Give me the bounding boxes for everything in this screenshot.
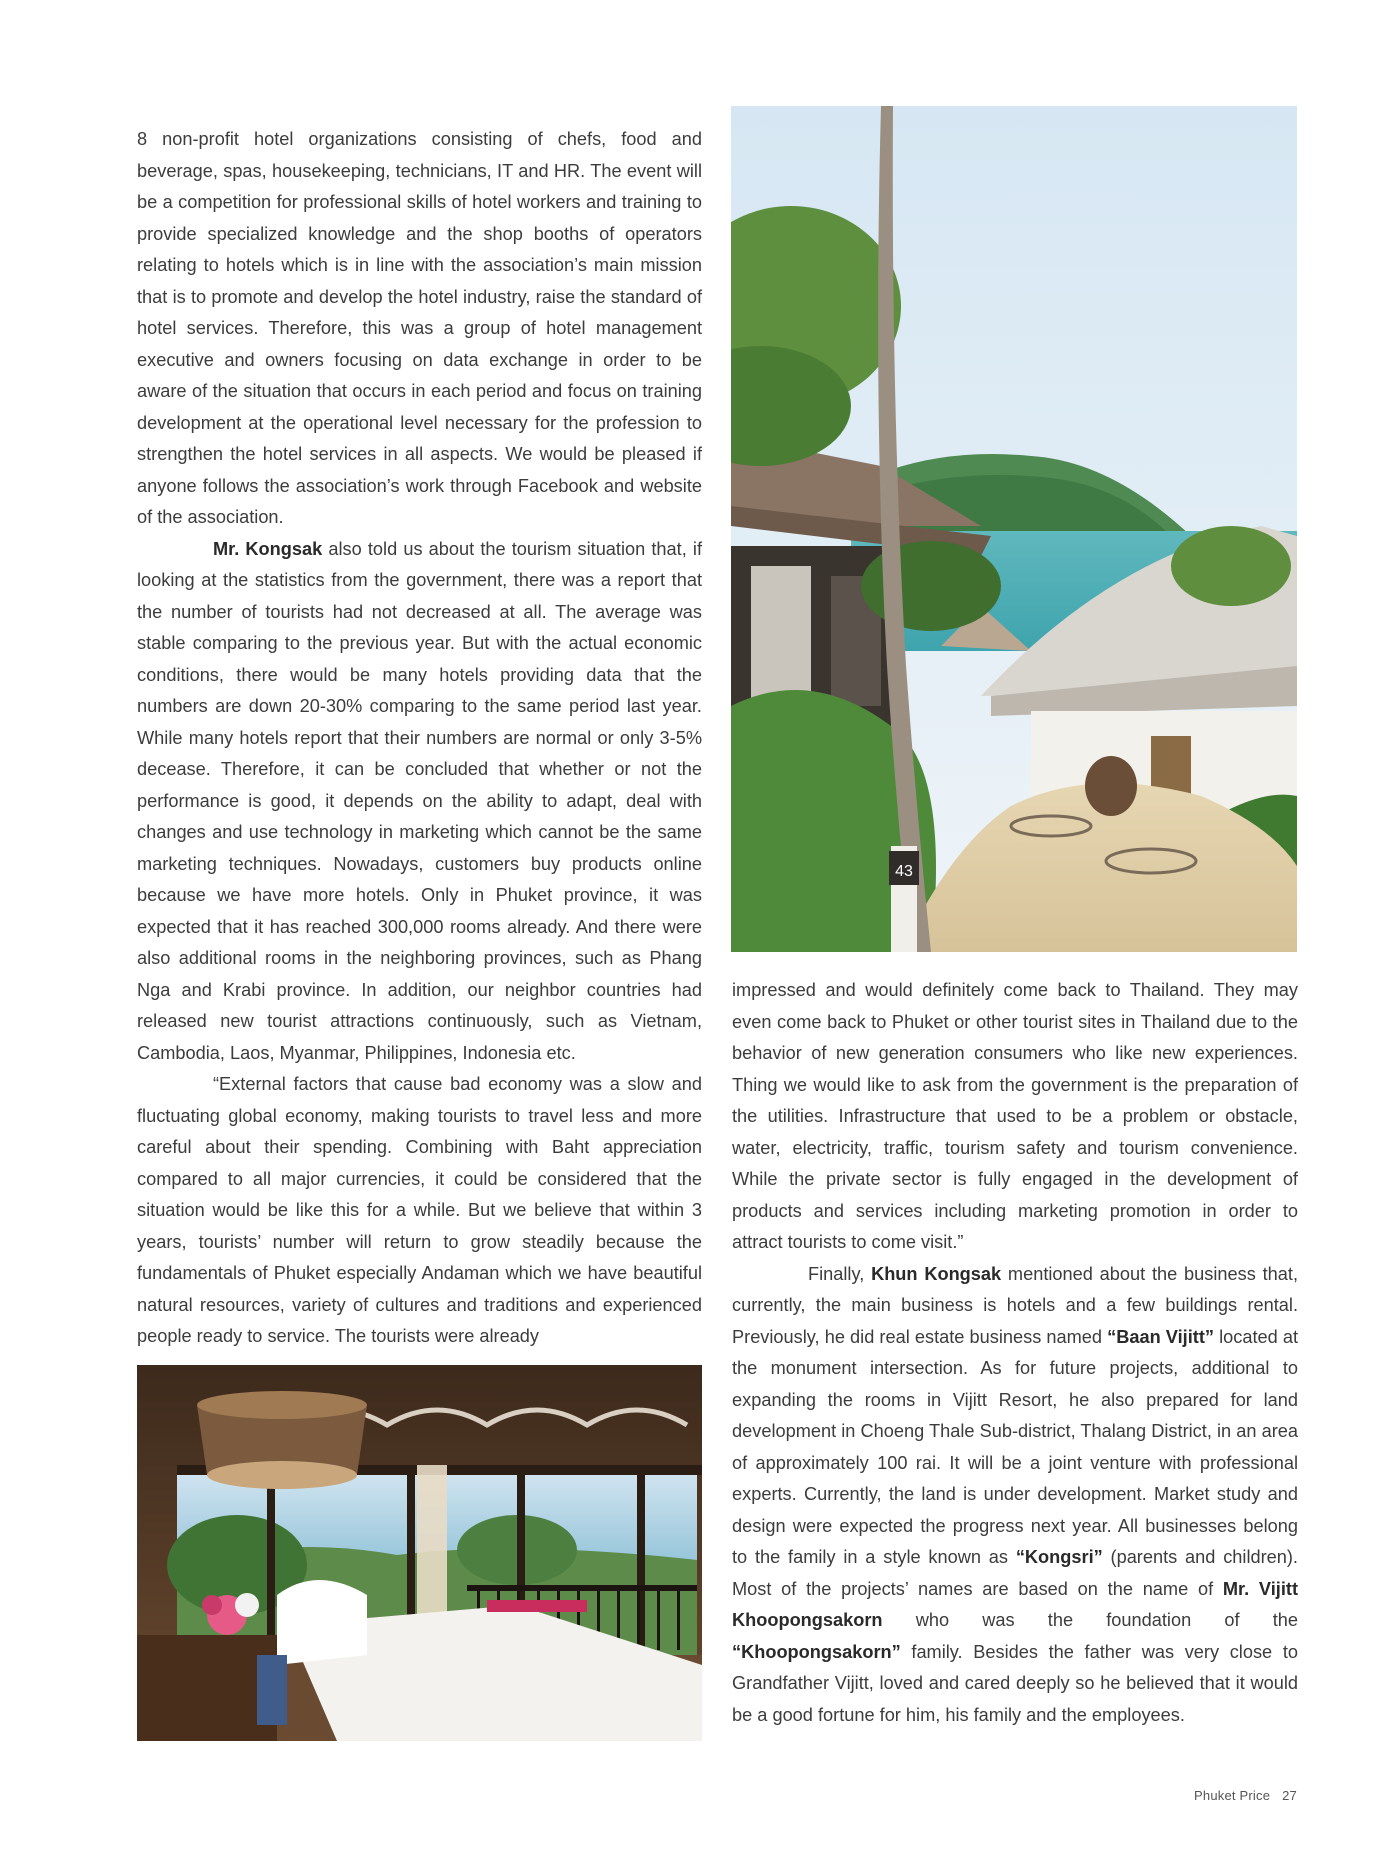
resort-villa-photo [731,106,1297,952]
speaker-name: Mr. Kongsak [213,538,323,559]
publication-name: Phuket Price [1194,1788,1271,1803]
paragraph-tourists-return: impressed and would definitely come back to Thailand. They may even come back to Phuket or other tourist sites in Thailand due to the behavior of new generation consumers who like new experiences. Thing we would like to ask from the government is the preparation of the utilities. Infrastructure that used to be a problem or obstacle, water, electricity, traffic, tourism safety and tourism convenience. While the private sector is fully engaged in the development of products and services including marketing promotion in order to attract tourists to come visit.” [732,980,1298,1252]
paragraph-association: 8 non-profit hotel organizations consisting of chefs, food and beverage, spas, housekeeping, technicians, IT and HR. The event will be a competition for professional skills of hotel workers and training to provide specialized knowledge and the shop booths of operators relating to hotels which is in line with the association’s main mission that is to promote and develop the hotel industry, raise the standard of hotel services. Therefore, this was a group of hotel management executive and owners focusing on data exchange in order to be aware of the situation that occurs in each period and focus on training development at the operational level necessary for the profession to strengthen the hotel services in all aspects. We would be pleased if anyone follows the association’s work through Facebook and website of the association. [137,129,702,527]
paragraph-external-factors: “External factors that cause bad economy was a slow and fluctuating global economy, making tourists to travel less and more careful about their spending. Combining with Baht appreciation compared to all major currencies, it could be considered that the situation would be like this for a while. But we believe that within 3 years, tourists’ number will return to grow steadily because the fundamentals of Phuket especially Andaman which we have beautiful natural resources, variety of cultures and traditions and experienced people ready to service. The tourists were already [137,1074,702,1346]
villa-number-text: 43 [895,863,913,880]
paragraph-business: Finally, Khun Kongsak mentioned about the business that, currently, the main business is hotels and a few buildings rental. Previously, he did real estate business named “Baan Vijitt” located at the monument intersection. As for future projects, additional to expanding the rooms in Vijitt Resort, he also prepared for land development in Choeng Thale Sub-district, Thalang District, in an area of approximately 100 rai. It will be a joint venture with professional experts. Currently, the land is under development. Market study and design were expected the progress next year. All businesses belong to the family in a style known as “Kongsri” (parents and children). Most of the projects’ names are based on the name of Mr. Vijitt Khoopongsakorn who was the foundation of the “Khoopongsakorn” family. Besides the father was very close to Grandfather Vijitt, loved and cared deeply so he believed that it would be a good fortune for him, his family and the employees. [732,1263,1299,1725]
article-right-column [732,975,1298,1731]
villa-bedroom-photo [137,1365,702,1741]
page-footer [1182,1788,1297,1803]
paragraph-tourism-situation: Mr. Kongsak also told us about the tourism situation that, if looking at the statistics from the government, there was a report that the number of tourists had not decreased at all. The average was stable comparing to the previous year. But with the actual economic conditions, there would be many hotels providing data that the numbers are down 20-30% comparing to the same period last year. While many hotels report that their numbers are normal or only 3-5% decease. Therefore, it can be concluded that whether or not the performance is good, it depends on the ability to adapt, deal with changes and use technology in marketing which cannot be the same marketing techniques. Nowadays, customers buy products online because we have more hotels. Only in Phuket province, it was expected that it has reached 300,000 rooms already. And there were also additional rooms in the neighboring provinces, such as Phang Nga and Krabi province. In addition, our neighbor countries had released new tourist attractions continuously, such as Vietnam, Cambodia, Laos, Myanmar, Philippines, Indonesia etc. [137,538,702,1063]
page-number: 27 [1282,1788,1297,1803]
article-left-column [137,124,702,1353]
